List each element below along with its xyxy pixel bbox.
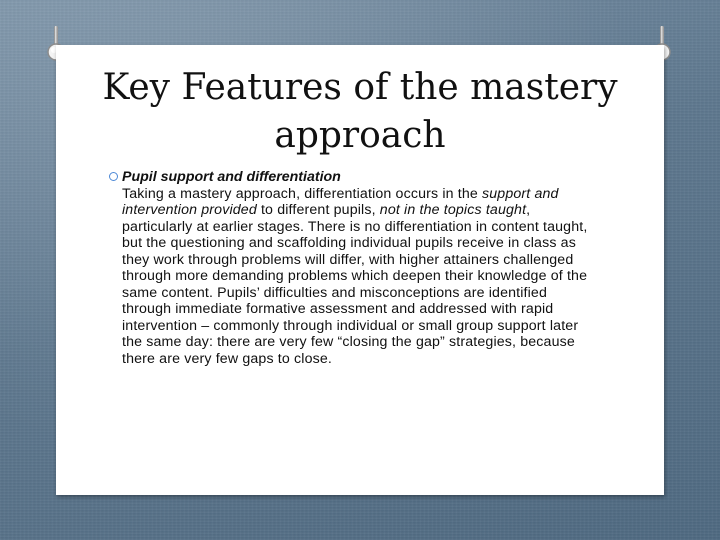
slide-body — [122, 169, 597, 367]
circle-bullet-icon — [109, 172, 118, 181]
slide-title-line-2: approach — [274, 115, 446, 156]
body-paragraph — [122, 186, 597, 368]
paragraph-emphasis-1: support and intervention provided — [122, 185, 559, 218]
paragraph-emphasis-2: not in the topics taught — [379, 202, 527, 218]
paragraph-text-1: Taking a mastery approach, differentiation occurs in the — [122, 185, 483, 202]
paragraph-text-3: , particularly at earlier stages. There is no differentiation in content taught, but the questioning and scaffolding individual pupils receive in class as they work through problems will differ, with higher attainers challenged through more demanding problems which deepen their knowledge of the same content. Pupils’ difficulties and misconceptions are identified through immediate formative assessment and addressed with rapid intervention – commonly through individual or small group support later the same day: there are very few “closing the gap” strategies, because there are very few gaps to close. — [122, 202, 588, 367]
slide-title-line-1: Key Features of the mastery — [102, 67, 618, 108]
paragraph-text-2: to different pupils, — [256, 202, 380, 218]
bullet-heading: Pupil support and differentiation — [122, 169, 341, 185]
slide-title — [56, 64, 664, 160]
bullet-item — [122, 169, 597, 186]
